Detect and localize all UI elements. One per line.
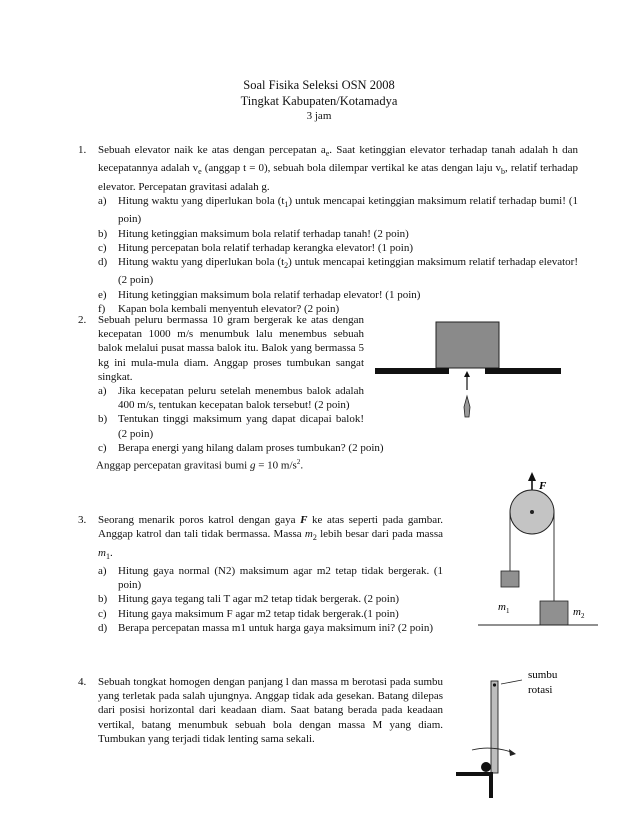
force-label: F [539, 480, 547, 492]
support-horizontal [456, 772, 493, 776]
block-shape [436, 322, 499, 368]
question-2-option-b: b) Tentukan tinggi maksimum yang dapat dicapai balok! (2 poin) [98, 413, 364, 440]
question-2-option-c: c) Berapa energi yang hilang dalam proses tumbukan? (2 poin) [98, 441, 384, 454]
pivot-point [493, 683, 496, 686]
question-number: 2. [78, 314, 87, 326]
question-1-option-f: f) Kapan bola kembali menyentuh elevator? (2 poin) [98, 302, 340, 315]
axis-label: sumbu rotasi [528, 669, 558, 696]
pulley-axle [530, 510, 534, 514]
rod-figure [452, 669, 572, 802]
bullet-shape [464, 396, 470, 417]
question-1-option-a: a) Hitung waktu yang diperlukan bola $(t_1)$ untuk mencapai ketinggian maksimum relatif terhadap bumi! (1 poin) [98, 194, 578, 226]
ground-right [485, 368, 561, 374]
question-3-option-b: b) Hitung gaya tegang tali T agar m2 tetap tidak bergerak. (2 poin) [98, 593, 400, 606]
mass-m2 [540, 601, 568, 625]
question-1-option-b: b) Hitung ketinggian maksimum bola relatif terhadap tanah! (2 poin) [98, 227, 409, 240]
question-1-option-e: e) Hitung ketinggian maksimum bola relatif terhadap elevator! (1 poin) [98, 288, 421, 301]
question-3-option-c: c) Hitung gaya maksimum F agar m2 tetap tidak bergerak.(1 poin) [98, 607, 399, 620]
question-number: 4. [78, 676, 87, 688]
pulley-figure [476, 470, 601, 630]
document-duration: 3 jam [306, 110, 332, 122]
pivot-pointer-line [501, 680, 522, 684]
question-2-gravity-note: Anggap percepatan gravitasi bumi g = 10 $m/s^2$. [96, 458, 304, 472]
question-number: 3. [78, 514, 87, 526]
question-3-option-a: a) Hitung gaya normal (N2) maksimum agar m2 tetap tidak bergerak. (1 poin) [98, 564, 443, 592]
document-level: Tingkat Kabupaten/Kotamadya [240, 93, 398, 108]
support-vertical [489, 772, 493, 798]
m2-label: $m_2$ [573, 606, 585, 620]
document-title: Soal Fisika Seleksi OSN 2008 [243, 78, 395, 92]
arrowhead-icon [464, 371, 470, 377]
question-4-stem: Sebuah tongkat homogen dengan panjang l dan massa m berotasi pada sumbu yang terletak pada salah ujungnya. Anggap tidak ada gesekan. Batang dilepas dari posisi horizontal dari keadaan diam. Saat batang berada pada keadaan vertikal, batang menumbuk sebuah bola dengan massa M yang diam. Tumbukan yang terjadi tidak lenting sama sekali. [98, 676, 443, 745]
question-2-stem: Sebuah peluru bermassa 10 gram bergerak ke atas dengan kecepatan 1000 m/s menumbuk lalu menembus sebuah balok melalui pusat massa balok itu. Balok yang bermassa 5 kg ini mula-mula diam. Anggap proses tumbukan sangat singkat. [98, 314, 364, 383]
question-2-option-a: a) Jika kecepatan peluru setelah menembus balok adalah 400 m/s, tentukan kecepatan balok tersebut! (2 poin) [98, 385, 364, 412]
arrowhead-icon [528, 472, 536, 481]
block-bullet-figure [375, 318, 565, 428]
question-number: 1. [78, 144, 87, 156]
mass-m1 [501, 571, 519, 587]
question-1-body [98, 143, 578, 316]
document-header [0, 78, 638, 125]
rod-shape [491, 681, 498, 773]
question-3-option-d: d) Berapa percepatan massa m1 untuk harga gaya maksimum ini? (2 poin) [98, 621, 434, 634]
question-1-stem: Sebuah elevator naik ke atas dengan percepatan $a_e$. Saat ketinggian elevator terhadap tanah adalah h dan kecepatannya adalah $v_e$ (anggap t = 0), sebuah bola dilempar vertikal ke atas dengan laju $v_b$, relatif terhadap elevator. Percepatan gravitasi adalah g. [98, 144, 578, 193]
ground-left [375, 368, 449, 374]
question-2-body [96, 313, 384, 473]
question-1-option-c: c) Hitung percepatan bola relatif terhadap kerangka elevator! (1 poin) [98, 241, 414, 254]
question-3-stem: Seorang menarik poros katrol dengan gaya F ke atas seperti pada gambar. Anggap katrol dan tali tidak bermassa. Massa $m_2$ lebih besar dari pada massa $m_1$. [98, 514, 443, 561]
arrowhead-icon [509, 749, 516, 756]
ball-shape [481, 762, 491, 772]
question-1-option-d: d) Hitung waktu yang diperlukan bola $(t_2)$ untuk mencapai ketinggian maksimum relatif terhadap elevator!(2 poin) [98, 255, 578, 287]
question-4-body [98, 675, 443, 746]
question-3-body [98, 513, 443, 635]
m1-label: $m_1$ [498, 601, 510, 615]
